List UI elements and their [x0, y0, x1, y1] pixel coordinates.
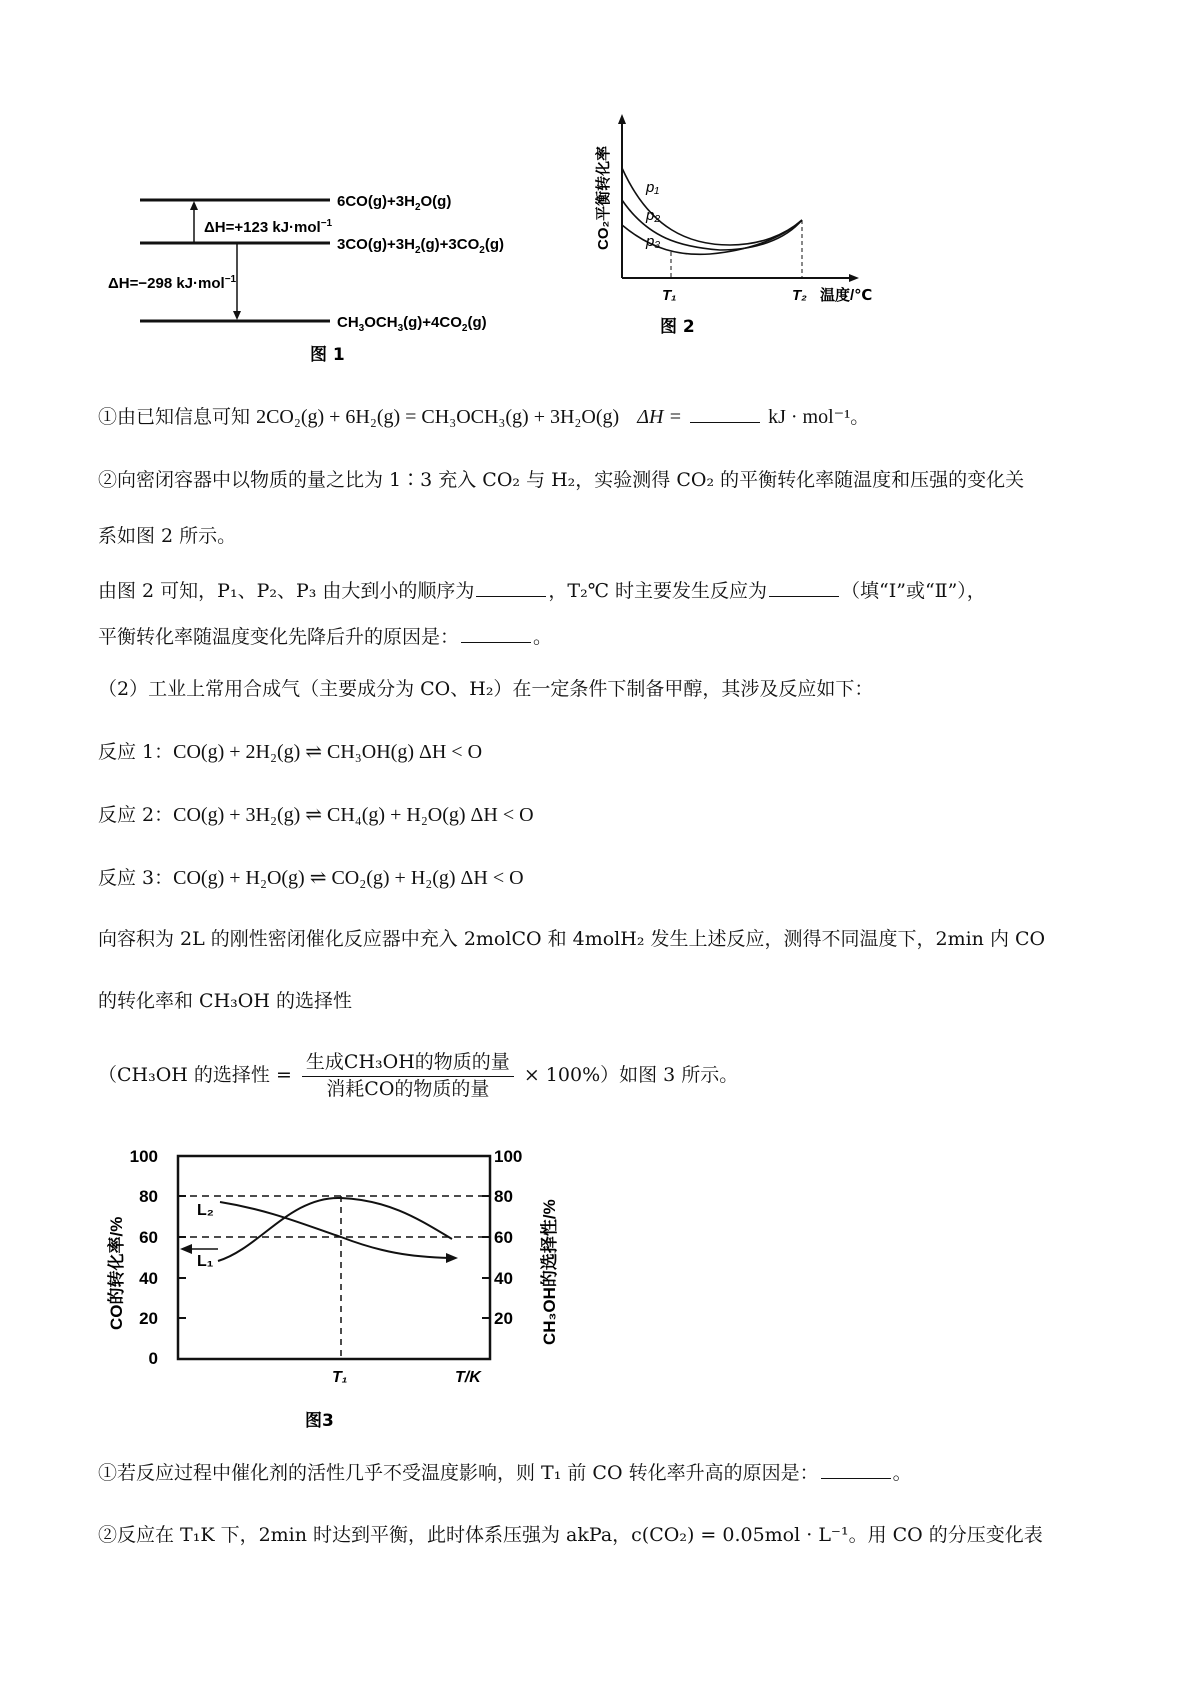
fig3-right-tick-20: 20 [494, 1309, 513, 1328]
figure-1-caption: 图 1 [310, 345, 345, 365]
fig2-y-arrow [618, 114, 626, 124]
dh1-label: ΔH=+123 kJ·mol$^{-1}$ [204, 218, 333, 236]
answer-blank-reason-2[interactable] [821, 1462, 891, 1479]
level-mid-label: $3CO(g)+3H_2(g)+3CO_2(g)$ [337, 236, 504, 256]
question-1: ①由已知信息可知 2CO₂(g) + 6H₂(g) = CH₃OCH₃(g) + 3H₂O(g) ΔH = kJ · mol⁻¹。 [98, 406, 870, 428]
arrow-l2-right-head [446, 1253, 458, 1263]
fig2-x-arrow [849, 274, 859, 282]
figure-2-conversion-plot [580, 100, 880, 370]
fig3-left-tick-80: 80 [139, 1187, 158, 1206]
level-top-label: $6CO(g)+3H_2O(g)$ [337, 193, 452, 213]
fig2-x-label: 温度/℃ [820, 287, 873, 304]
fig3-left-tick-0: 0 [148, 1349, 158, 1368]
question-2-line-2: 系如图 2 所示。 [98, 525, 237, 547]
figure-1-energy-diagram [108, 170, 580, 370]
fig3-right-tick-80: 80 [494, 1187, 513, 1206]
fig3-t1-label: T₁ [332, 1369, 348, 1386]
question-2-line-3: 由图 2 可知，P₁、P₂、P₃ 由大到小的顺序为 ，T₂℃ 时主要发生反应为 （填“Ⅰ”或“Ⅱ”）， [98, 580, 986, 602]
answer-blank-dh[interactable] [690, 406, 760, 423]
answer-blank-reason-1[interactable] [461, 626, 531, 643]
question-2-line-4: 平衡转化率随温度变化先降后升的原因是： 。 [98, 626, 553, 648]
dh2-label: ΔH=−298 kJ·mol$^{-1}$ [108, 274, 237, 292]
reaction-2: 反应 2：CO(g) + 3H₂(g) ⇌ CH₄(g) + H₂O(g) ΔH < O [98, 804, 534, 826]
fig3-right-tick-100: 100 [494, 1147, 523, 1166]
question-2-line-1: ②向密闭容器中以物质的量之比为 1∶3 充入 CO₂ 与 H₂，实验测得 CO₂ 的平衡转化率随温度和压强的变化关 [98, 469, 1025, 491]
label-l2: L₂ [197, 1202, 214, 1219]
fig3-right-axis-label: CH₃OH的选择性/% [540, 1199, 559, 1345]
fig3-right-tick-60: 60 [494, 1228, 513, 1247]
label-p3: p₃ [646, 233, 661, 250]
fig3-left-tick-40: 40 [139, 1269, 158, 1288]
label-p1: p₁ [646, 179, 660, 196]
arrow-up-head [190, 201, 198, 210]
question-3: ①若反应过程中催化剂的活性几乎不受温度影响，则 T₁ 前 CO 转化率升高的原因是： 。 [98, 1462, 912, 1484]
conditions-line-1: 向容积为 2L 的刚性密闭催化反应器中充入 2molCO 和 4molH₂ 发生上述反应，测得不同温度下，2min 内 CO [98, 928, 1046, 950]
selectivity-fraction: $\frac{\text{生成CH₃OH的物质的量}}{\text{消耗CO的物质的量}}$ [302, 1050, 514, 1102]
fig2-t1-label: T₁ [662, 287, 677, 304]
fig3-right-tick-40: 40 [494, 1269, 513, 1288]
label-p2: p₂ [646, 207, 661, 224]
selectivity-definition: （CH₃OH 的选择性 = $\frac{\text{生成CH₃OH的物质的量}}{\text{消耗CO的物质的量}}$ × 100%）如图 3 所示。 [98, 1050, 738, 1102]
fig2-t2-label: T₂ [792, 287, 807, 304]
level-bot-label: $CH_3OCH_3(g)+4CO_2(g)$ [337, 314, 487, 334]
fig2-y-label: CO₂平衡转化率 [595, 145, 612, 250]
answer-blank-reaction[interactable] [769, 580, 839, 597]
curve-l1 [218, 1198, 452, 1261]
part-2-intro: （2）工业上常用合成气（主要成分为 CO、H₂）在一定条件下制备甲醇，其涉及反应如下： [98, 678, 874, 700]
reaction-3: 反应 3：CO(g) + H₂O(g) ⇌ CO₂(g) + H₂(g) ΔH < O [98, 867, 524, 889]
label-l1: L₁ [197, 1253, 214, 1270]
fig3-left-tick-60: 60 [139, 1228, 158, 1247]
fig3-x-label: T/K [455, 1369, 481, 1386]
reaction-1: 反应 1：CO(g) + 2H₂(g) ⇌ CH₃OH(g) ΔH < O [98, 741, 483, 763]
arrow-down-head [233, 311, 241, 320]
figure-2-caption: 图 2 [660, 317, 695, 337]
fig3-left-tick-100: 100 [129, 1147, 158, 1166]
fig3-left-axis-label: CO的转化率/% [107, 1216, 126, 1330]
answer-blank-order[interactable] [476, 580, 546, 597]
fig3-left-tick-20: 20 [139, 1309, 158, 1328]
arrow-l1-left-head [180, 1244, 192, 1254]
curve-l2 [220, 1202, 450, 1258]
question-4: ②反应在 T₁K 下，2min 时达到平衡，此时体系压强为 akPa，c(CO₂) = 0.05mol · L⁻¹。用 CO 的分压变化表 [98, 1524, 1043, 1546]
figure-3-conversion-selectivity [100, 1140, 580, 1440]
figure-3-caption: 图3 [305, 1411, 334, 1431]
conditions-line-2: 的转化率和 CH₃OH 的选择性 [98, 990, 352, 1012]
